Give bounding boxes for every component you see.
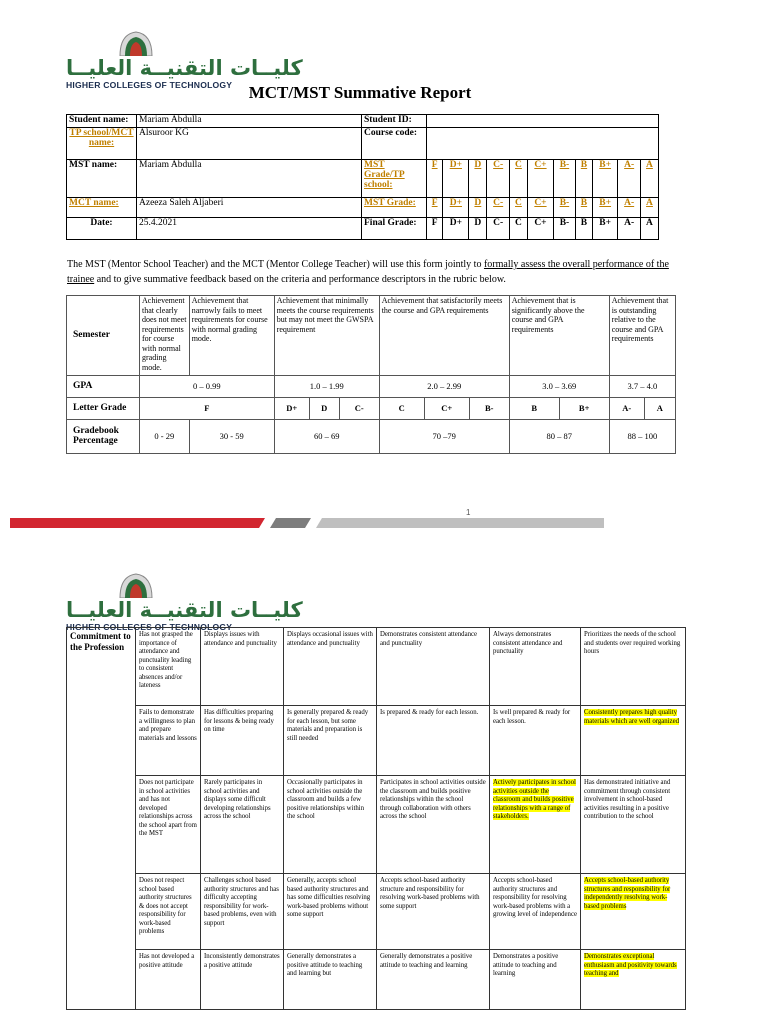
intro-text-start: The MST (Mentor School Teacher) and the MCT (Mentor College Teacher) will use this form jointly to bbox=[67, 259, 484, 270]
rubric-cell: Challenges school based authority structures and has difficulty accepting responsibility for work-based problems, even with support bbox=[201, 874, 284, 950]
percent-3: 70 –79 bbox=[379, 420, 509, 454]
mct-grade-A-minus[interactable]: A- bbox=[618, 198, 641, 218]
page-footer-bar bbox=[0, 515, 768, 531]
student-info-table bbox=[66, 114, 659, 240]
descriptor-narrowly-fails: Achievement that narrowly fails to meet requirements for course with normal grading mode. bbox=[189, 296, 274, 376]
mct-grade-A[interactable]: A bbox=[640, 198, 658, 218]
rubric-cell: Generally demonstrates a positive attitude to teaching and learning but bbox=[284, 950, 377, 1010]
intro-paragraph bbox=[67, 257, 687, 287]
mct-name-value: Azeeza Saleh Aljaberi bbox=[137, 198, 362, 218]
percent-0: 0 - 29 bbox=[140, 420, 190, 454]
rubric-cell: Occasionally participates in school activities outside the classroom and builds a few positive relationships within the school bbox=[284, 776, 377, 874]
final-grade-A[interactable]: A bbox=[640, 218, 658, 240]
course-code-value bbox=[427, 128, 659, 160]
gradebook-percentage-label: Gradebook Percentage bbox=[67, 420, 140, 454]
letter-B-plus: B+ bbox=[559, 398, 609, 420]
page-title: MCT/MST Summative Report bbox=[248, 83, 472, 102]
descriptor-satisfactorily: Achievement that satisfactorily meets the course and GPA requirements bbox=[379, 296, 509, 376]
percent-2: 60 – 69 bbox=[274, 420, 379, 454]
letter-A-minus: A- bbox=[609, 398, 644, 420]
rubric-cell: Accepts school-based authority structure and responsibility for resolving work-based problems with some support bbox=[377, 874, 490, 950]
rubric-cell: Prioritizes the needs of the school and students over required working hours bbox=[581, 628, 686, 706]
date-label: Date: bbox=[67, 218, 137, 240]
descriptor-clearly-not: Achievement that clearly does not meet requirements for course with normal grading mode. bbox=[140, 296, 190, 376]
rubric-category: Commitment to the Profession bbox=[67, 628, 136, 1010]
mct-grade-B-minus[interactable]: B- bbox=[554, 198, 576, 218]
rubric-cell: Demonstrates consistent attendance and punctuality bbox=[377, 628, 490, 706]
rubric-cell: Does not participate in school activities and has not developed relationships across the school apart from the MST bbox=[136, 776, 201, 874]
tp-school-value: Alsuroor KG bbox=[137, 128, 362, 160]
rubric-cell: Is prepared & ready for each lesson. bbox=[377, 706, 490, 776]
mct-grade-B-plus[interactable]: B+ bbox=[593, 198, 618, 218]
mst-grade-D-plus[interactable]: D+ bbox=[443, 160, 469, 198]
mst-grade-C-plus[interactable]: C+ bbox=[527, 160, 553, 198]
rubric-cell: Has demonstrated initiative and commitment through consistent involvement in school-based activities resulting in a positive contribution to the school bbox=[581, 776, 686, 874]
hct-logo-page2 bbox=[66, 572, 303, 632]
mct-grade-C[interactable]: C bbox=[510, 198, 528, 218]
gpa-range-2: 2.0 – 2.99 bbox=[379, 376, 509, 398]
descriptor-minimally: Achievement that minimally meets the course requirements but may not meet the GWSPA requirement bbox=[274, 296, 379, 376]
mct-grade-D-plus[interactable]: D+ bbox=[443, 198, 469, 218]
gpa-label: GPA bbox=[67, 376, 140, 398]
gpa-range-3: 3.0 – 3.69 bbox=[509, 376, 609, 398]
final-grade-D[interactable]: D bbox=[469, 218, 487, 240]
rubric-cell: Accepts school-based authority structures and responsibility for resolving work-based problems with a growing level of independence bbox=[490, 874, 581, 950]
intro-text-end: and to give summative feedback based on the criteria and performance descriptors in the rubric below. bbox=[94, 274, 506, 285]
letter-A: A bbox=[644, 398, 675, 420]
mct-name-label: MCT name: bbox=[67, 198, 137, 218]
rubric-cell-highlighted bbox=[581, 874, 686, 950]
final-grade-label: Final Grade: bbox=[362, 218, 427, 240]
mst-grade-label: MST Grade/TP school: bbox=[362, 160, 427, 198]
gpa-range-0: 0 – 0.99 bbox=[140, 376, 275, 398]
mst-name-value: Mariam Abdulla bbox=[137, 160, 362, 198]
letter-C-minus: C- bbox=[339, 398, 379, 420]
final-grade-A-minus[interactable]: A- bbox=[618, 218, 641, 240]
mct-grade-label: MST Grade: bbox=[362, 198, 427, 218]
letter-F: F bbox=[140, 398, 275, 420]
rubric-cell: Generally demonstrates a positive attitude to teaching and learning bbox=[377, 950, 490, 1010]
rubric-cell: Is generally prepared & ready for each lesson, but some materials and preparation is still needed bbox=[284, 706, 377, 776]
rubric-cell: Always demonstrates consistent attendance and punctuality bbox=[490, 628, 581, 706]
rubric-cell: Participates in school activities outside the classroom and builds positive relationships within the school through collaboration with others across the school bbox=[377, 776, 490, 874]
page-number: 1 bbox=[466, 508, 471, 517]
letter-D-plus: D+ bbox=[274, 398, 309, 420]
letter-C-plus: C+ bbox=[424, 398, 469, 420]
percent-1: 30 - 59 bbox=[189, 420, 274, 454]
date-value: 25.4.2021 bbox=[137, 218, 362, 240]
rubric-cell-highlighted bbox=[581, 706, 686, 776]
letter-B-minus: B- bbox=[469, 398, 509, 420]
mst-grade-B[interactable]: B bbox=[575, 160, 592, 198]
rubric-cell: Displays issues with attendance and punctuality bbox=[201, 628, 284, 706]
letter-D: D bbox=[309, 398, 339, 420]
rubric-cell: Has not developed a positive attitude bbox=[136, 950, 201, 1010]
logo-arabic-text: كليــات التقنيــة العليــا bbox=[66, 598, 303, 622]
final-grade-B-minus[interactable]: B- bbox=[554, 218, 576, 240]
rubric-highlight: Consistently prepares high quality materials which are well organized bbox=[584, 709, 679, 725]
student-id-value bbox=[427, 115, 659, 128]
hct-emblem-icon bbox=[116, 30, 156, 56]
hct-emblem-icon bbox=[116, 572, 156, 598]
letter-grade-label: Letter Grade bbox=[67, 398, 140, 420]
mct-grade-F[interactable]: F bbox=[427, 198, 443, 218]
gpa-range-1: 1.0 – 1.99 bbox=[274, 376, 379, 398]
rubric-cell: Displays occasional issues with attendance and punctuality bbox=[284, 628, 377, 706]
rubric-highlight: Accepts school-based authority structures and responsibility for independently resolving work-based problems bbox=[584, 877, 671, 910]
student-id-label: Student ID: bbox=[362, 115, 427, 128]
student-name-value: Mariam Abdulla bbox=[137, 115, 362, 128]
intro-text-underlined: formally assess the overall performance of the trainee bbox=[67, 259, 669, 285]
mct-grade-B[interactable]: B bbox=[575, 198, 592, 218]
hct-logo bbox=[66, 30, 303, 90]
descriptor-significantly: Achievement that is significantly above the course and GPA requirements bbox=[509, 296, 609, 376]
rubric-cell: Has not grasped the importance of attendance and punctuality leading to consistent absences and/or lateness bbox=[136, 628, 201, 706]
mst-grade-C-minus[interactable]: C- bbox=[487, 160, 510, 198]
mst-name-label: MST name: bbox=[67, 160, 137, 198]
rubric-cell: Has difficulties preparing for lessons & being ready on time bbox=[201, 706, 284, 776]
final-grade-C-plus[interactable]: C+ bbox=[527, 218, 553, 240]
final-grade-F[interactable]: F bbox=[427, 218, 443, 240]
rubric-highlight: Actively participates in school activities outside the classroom and builds positive relationships with a range of stakeholders. bbox=[493, 779, 576, 820]
final-grade-C[interactable]: C bbox=[510, 218, 528, 240]
percent-4: 80 – 87 bbox=[509, 420, 609, 454]
student-name-label: Student name: bbox=[67, 115, 137, 128]
letter-C: C bbox=[379, 398, 424, 420]
mst-grade-B-minus[interactable]: B- bbox=[554, 160, 576, 198]
rubric-cell: Is well prepared & ready for each lesson. bbox=[490, 706, 581, 776]
rubric-cell-highlighted bbox=[581, 950, 686, 1010]
gpa-range-4: 3.7 – 4.0 bbox=[609, 376, 675, 398]
final-grade-B-plus[interactable]: B+ bbox=[593, 218, 618, 240]
rubric-cell: Rarely participates in school activities and displays some difficult developing relationships across the school bbox=[201, 776, 284, 874]
course-code-label: Course code: bbox=[362, 128, 427, 160]
rubric-cell: Fails to demonstrate a willingness to plan and prepare materials and lessons bbox=[136, 706, 201, 776]
rubric-cell-highlighted bbox=[490, 776, 581, 874]
final-grade-B[interactable]: B bbox=[575, 218, 592, 240]
rubric-cell: Demonstrates a positive attitude to teaching and learning bbox=[490, 950, 581, 1010]
tp-school-label: TP school/MCT name: bbox=[67, 128, 137, 160]
rubric-table bbox=[66, 627, 686, 1010]
logo-arabic-text: كليــات التقنيــة العليــا bbox=[66, 56, 303, 80]
descriptor-outstanding: Achievement that is outstanding relative to the course and GPA requirements bbox=[609, 296, 675, 376]
mst-grade-F[interactable]: F bbox=[427, 160, 443, 198]
logo-english-text: HIGHER COLLEGES OF TECHNOLOGY bbox=[66, 622, 233, 632]
mst-grade-C[interactable]: C bbox=[510, 160, 528, 198]
final-grade-C-minus[interactable]: C- bbox=[487, 218, 510, 240]
semester-label: Semester bbox=[67, 296, 140, 376]
letter-B: B bbox=[509, 398, 559, 420]
mst-grade-A-minus[interactable]: A- bbox=[618, 160, 641, 198]
mst-grade-A[interactable]: A bbox=[640, 160, 658, 198]
rubric-cell: Does not respect school based authority structures & does not accept responsibility for work-based problems bbox=[136, 874, 201, 950]
rubric-cell: Inconsistently demonstrates a positive attitude bbox=[201, 950, 284, 1010]
rubric-highlight: Demonstrates exceptional enthusiasm and positivity towards teaching and bbox=[584, 953, 677, 977]
mst-grade-B-plus[interactable]: B+ bbox=[593, 160, 618, 198]
mct-grade-D[interactable]: D bbox=[469, 198, 487, 218]
mct-grade-C-minus[interactable]: C- bbox=[487, 198, 510, 218]
mst-grade-D[interactable]: D bbox=[469, 160, 487, 198]
final-grade-D-plus[interactable]: D+ bbox=[443, 218, 469, 240]
mct-grade-C-plus[interactable]: C+ bbox=[527, 198, 553, 218]
percent-5: 88 – 100 bbox=[609, 420, 675, 454]
logo-english-text: HIGHER COLLEGES OF TECHNOLOGY bbox=[66, 80, 233, 90]
rubric-cell: Generally, accepts school based authority structures and has some difficulties resolving work-based problems without some support bbox=[284, 874, 377, 950]
grade-scale-table bbox=[66, 295, 676, 454]
